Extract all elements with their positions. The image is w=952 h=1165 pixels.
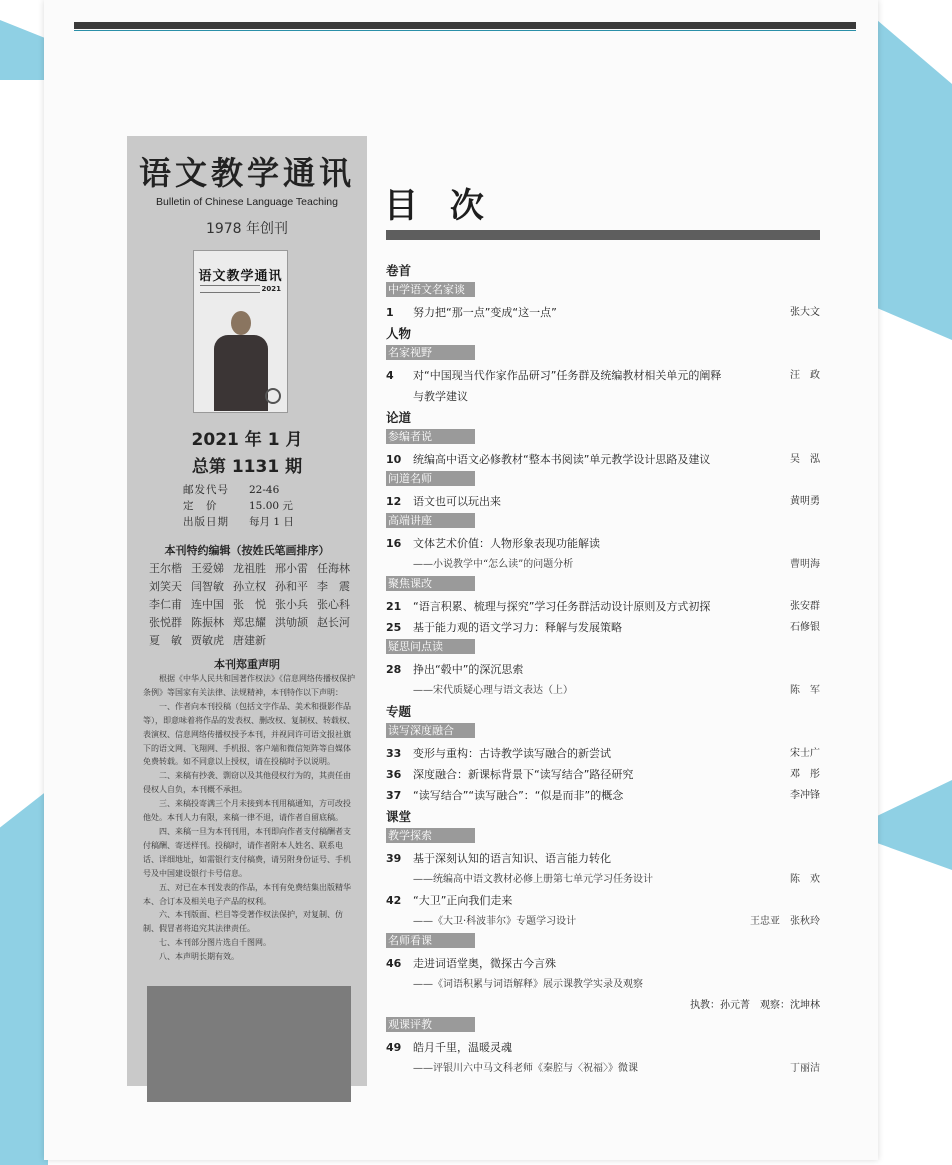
toc-entry-title: [413, 533, 820, 554]
toc-entry[interactable]: [386, 449, 820, 470]
editor-name: 李仁甫: [149, 598, 182, 611]
toc-entry[interactable]: [386, 1037, 820, 1058]
editor-name: 王尔楷: [149, 562, 182, 575]
toc-author: 王忠亚 张秋玲: [750, 916, 820, 927]
toc-entry[interactable]: [386, 743, 820, 764]
toc-author: 李冲锋: [790, 790, 820, 801]
editor-name: 郑忠耀: [233, 616, 266, 629]
journal-title: 语文教学通讯: [138, 154, 355, 192]
toc-section-title: 卷首: [386, 263, 412, 278]
toc-author: 曹明海: [790, 559, 820, 570]
toc-author: 陈 欢: [790, 874, 820, 885]
toc-entry[interactable]: [386, 617, 820, 638]
toc-page-number: 16: [386, 537, 402, 550]
notice-paragraph: 一、作者向本刊投稿（包括文字作品、美术和摄影作品等），即意味着将作品的发表权、删改权、复制权、转载权、表演权、信息网络传播权授予本刊，并视同许可语文报社旗下的语文网、飞翔网、手机报、客户端和微信矩阵等自媒体免费转载。如不同意以上授权，请在投稿时予以说明。: [143, 701, 355, 767]
toc-column-tag: 名家视野: [386, 345, 475, 360]
cover-seal-icon: [265, 388, 281, 404]
editor-name: 邢小雷: [275, 562, 308, 575]
cover-thumbnail: [193, 250, 288, 413]
toc-entry-title: [413, 659, 820, 680]
toc-entry-title: [413, 848, 820, 869]
toc-page-number: 49: [386, 1041, 402, 1054]
toc-heading: 目 次: [384, 186, 494, 226]
toc-subtitle: ——统编高中语文教材必修上册第七单元学习任务设计: [413, 874, 653, 885]
editor-name: 夏 敏: [149, 634, 182, 647]
toc-entry-title-text: “读写结合”“读写融合”：“似是而非”的概念: [413, 789, 624, 802]
portrait-body: [214, 335, 268, 411]
toc-author: 黄明勇: [790, 496, 820, 507]
toc-page-number: 4: [386, 369, 394, 382]
editor-name: 孙立权: [233, 580, 266, 593]
background-shape: [0, 790, 48, 1165]
toc-page-number: 37: [386, 789, 402, 802]
toc-entry-title: [413, 617, 790, 638]
toc-subtitle: ——小说教学中“怎么读”的问题分析: [413, 559, 574, 570]
toc-entry[interactable]: [386, 890, 820, 911]
editor-name: 任海林: [317, 562, 350, 575]
toc-column-tag: 疑思问点读: [386, 639, 475, 654]
toc-entry-title: [413, 365, 790, 407]
editor-name: 赵长河: [317, 616, 350, 629]
toc-page-number: 36: [386, 768, 402, 781]
toc-column-tag: 中学语文名家谈: [386, 282, 475, 297]
cover-year: 2021: [261, 285, 281, 293]
info-value: 每月 1 日: [249, 516, 294, 528]
issue-date: 2021 年 1 月: [191, 430, 303, 450]
info-row: [183, 514, 294, 530]
toc-heading-bar: [386, 230, 820, 240]
toc-page-number: 10: [386, 453, 402, 466]
toc-page-number: 33: [386, 747, 402, 760]
toc-entry-title-text: 统编高中语文必修教材“整本书阅读”单元教学设计思路及建议: [413, 453, 711, 466]
toc-column-tag: 高端讲座: [386, 513, 475, 528]
toc-entry-title: [413, 785, 790, 806]
toc-author: 吴 泓: [790, 454, 820, 465]
toc-subtitle: ——评银川六中马文科老师《秦腔与〈祝福〉》微课: [413, 1063, 638, 1074]
toc-subtitle: ——宋代质疑心理与语文表达（上）: [413, 685, 573, 696]
editor-name: 贾敏虎: [191, 634, 224, 647]
publication-info: [183, 482, 294, 530]
editors-heading: 本刊特约编辑（按姓氏笔画排序）: [164, 544, 330, 557]
toc-page-number: 21: [386, 600, 402, 613]
toc-entry[interactable]: [386, 785, 820, 806]
toc-entry[interactable]: [386, 533, 820, 554]
info-row: [183, 482, 294, 498]
toc-entry-title-text: 基于深刻认知的语言知识、语言能力转化: [413, 852, 611, 865]
redacted-block: [147, 986, 351, 1102]
toc-column-tag: 名师看课: [386, 933, 475, 948]
toc-entry-title-text: 对“中国现当代作家作品研习”任务群及统编教材相关单元的阐释: [413, 369, 722, 382]
editor-name: 张悦群: [149, 616, 182, 629]
toc-entry-title: [413, 953, 820, 974]
toc-author: 陈 军: [790, 685, 820, 696]
editor-name: 张 悦: [233, 598, 266, 611]
editor-name: 王爱娣: [191, 562, 224, 575]
toc-author: 丁丽洁: [790, 1063, 820, 1074]
toc-section-title: 人物: [386, 326, 412, 341]
toc-entry-title: [413, 764, 790, 785]
background-shape: [877, 780, 952, 870]
toc-author: 张大文: [790, 307, 820, 318]
toc-entry-title-text: 基于能力观的语文学习力：释解与发展策略: [413, 621, 622, 634]
toc-column-tag: 教学探索: [386, 828, 475, 843]
toc-entry-title-text: 皓月千里，温暖灵魂: [413, 1041, 512, 1054]
editor-name: 闫智敏: [191, 580, 224, 593]
founded-year: 1978 年创刊: [205, 221, 289, 237]
toc-entry-title: [413, 302, 790, 323]
toc-page-number: 28: [386, 663, 402, 676]
toc-entry-title-text: 语文也可以玩出来: [413, 495, 501, 508]
info-key: 出版日期: [183, 516, 229, 528]
editor-name: 孙和平: [275, 580, 308, 593]
toc-column-tag: 参编者说: [386, 429, 475, 444]
notice-paragraph: 三、来稿投寄满三个月未接到本刊用稿通知，方可改投他处。本刊人力有限，来稿一律不退，请作者自留底稿。: [143, 799, 351, 823]
toc-entry-title-text: 走进词语堂奥，微探古今言殊: [413, 957, 556, 970]
toc-section-title: 专题: [386, 704, 412, 719]
table-of-contents: [386, 260, 820, 1079]
notice-heading: 本刊郑重声明: [214, 658, 280, 671]
notice-paragraph: 四、来稿一旦为本刊刊用，本刊即向作者支付稿酬者支付稿酬、寄送样刊。投稿时，请作者附本人姓名、联系电话、详细地址，如需银行支付稿费，请另附身份证号、手机号及中国建设银行卡号信息。: [143, 826, 351, 878]
editor-name: 洪劬颉: [275, 616, 308, 629]
info-row: [183, 498, 294, 514]
toc-subtitle: ——《词语积累与词语解释》展示课教学实录及观察: [413, 979, 643, 990]
toc-entry[interactable]: [386, 848, 820, 869]
toc-entry-title-text: “大卫”正向我们走来: [413, 894, 513, 907]
toc-page-number: 25: [386, 621, 402, 634]
toc-entry[interactable]: [386, 953, 820, 974]
toc-entry-title-cont: 与教学建议: [413, 390, 468, 403]
editors-list: [149, 560, 359, 648]
toc-subtitle-row: [386, 1058, 820, 1079]
toc-subtitle: ——《大卫·科波菲尔》专题学习设计: [413, 916, 577, 927]
toc-section-title: 课堂: [386, 809, 412, 824]
toc-column-tag: 问道名师: [386, 471, 475, 486]
editor-name: 张小兵: [275, 598, 308, 611]
editor-name: 陈振林: [191, 616, 224, 629]
notice-paragraph: 八、本声明长期有效。: [159, 952, 239, 962]
editor-name: 张心科: [317, 598, 350, 611]
toc-author: 石修银: [790, 622, 820, 633]
copyright-notice: [143, 672, 355, 964]
toc-author: 张安群: [790, 601, 820, 612]
toc-entry-title-text: 文体艺术价值：人物形象表现功能解读: [413, 537, 600, 550]
toc-subtitle-row: [386, 869, 820, 890]
toc-entry[interactable]: [386, 302, 820, 323]
toc-entry-title: [413, 890, 820, 911]
masthead-sidebar: [127, 136, 367, 1086]
toc-column-tag: 聚焦课改: [386, 576, 475, 591]
toc-entry[interactable]: [386, 596, 820, 617]
notice-paragraph: 根据《中华人民共和国著作权法》《信息网络传播权保护条例》等国家有关法律、法规精神，本刊特作以下声明：: [143, 674, 355, 697]
editor-name: 龙祖胜: [233, 562, 266, 575]
toc-entry-title-text: 努力把“那一点”变成“这一点”: [413, 306, 557, 319]
background-shape: [877, 20, 952, 340]
toc-entry-title-text: 变形与重构：古诗教学读写融合的新尝试: [413, 747, 611, 760]
info-key: 定 价: [183, 500, 218, 512]
cover-rule: [200, 285, 260, 293]
journal-subtitle-en: Bulletin of Chinese Language Teaching: [156, 196, 338, 208]
toc-entry-title-text: 深度融合：新课标背景下“读写结合”路径研究: [413, 768, 634, 781]
info-key: 邮发代号: [183, 484, 229, 496]
toc-entry[interactable]: [386, 491, 820, 512]
toc-entry-title-text: “语言积累、梳理与探究”学习任务群活动设计原则及方式初探: [413, 600, 711, 613]
toc-entry[interactable]: [386, 764, 820, 785]
toc-author: 汪 政: [790, 370, 820, 381]
toc-page-number: 42: [386, 894, 402, 907]
toc-column-tag: 读写深度融合: [386, 723, 475, 738]
editor-name: 连中国: [191, 598, 224, 611]
toc-page-number: 46: [386, 957, 402, 970]
editor-name: 唐建新: [233, 634, 266, 647]
toc-author: 邓 彤: [790, 769, 820, 780]
toc-page-number: 39: [386, 852, 402, 865]
toc-subtitle-row: [386, 974, 820, 995]
editor-name: 李 震: [317, 580, 350, 593]
cover-title: 语文教学通讯: [198, 269, 283, 284]
toc-subtitle-row: [386, 554, 820, 575]
toc-entry-title: [413, 1037, 820, 1058]
toc-page-number: 1: [386, 306, 394, 319]
notice-paragraph: 二、来稿有抄袭、剽窃以及其他侵权行为的，其责任由侵权人自负，本刊概不承担。: [143, 771, 351, 795]
toc-author: 宋士广: [790, 748, 820, 759]
notice-paragraph: 六、本刊版面、栏目等受著作权法保护，对复制、仿制、假冒者将追究其法律责任。: [143, 910, 343, 934]
notice-paragraph: 五、对已在本刊发表的作品，本刊有免费结集出版精华本、合订本及相关电子产品的权利。: [143, 882, 351, 906]
top-rule: [74, 22, 856, 29]
info-value: 22-46: [249, 484, 280, 496]
toc-subtitle-row: [386, 911, 820, 932]
notice-paragraph: 七、本刊部分图片选自千图网。: [159, 938, 271, 948]
magazine-page: [44, 0, 878, 1160]
toc-section-title: 论道: [386, 410, 412, 425]
toc-entry-title-text: 挣出“毂中”的深沉思索: [413, 663, 524, 676]
toc-page-number: 12: [386, 495, 402, 508]
toc-subtitle-row: [386, 680, 820, 701]
portrait-head: [231, 311, 251, 335]
issue-number: 总第 1131 期: [191, 457, 303, 477]
editor-name: 刘笑天: [149, 580, 182, 593]
toc-entry-title: [413, 743, 790, 764]
toc-teacher-observer: 执教：孙元菁 观察：沈坤林: [690, 1000, 820, 1011]
toc-entry-title: [413, 449, 790, 470]
info-value: 15.00 元: [249, 500, 293, 512]
toc-entry[interactable]: [386, 365, 820, 407]
toc-entry[interactable]: [386, 659, 820, 680]
toc-entry-title: [413, 491, 790, 512]
toc-column-tag: 观课评教: [386, 1017, 475, 1032]
toc-entry-title: [413, 596, 790, 617]
